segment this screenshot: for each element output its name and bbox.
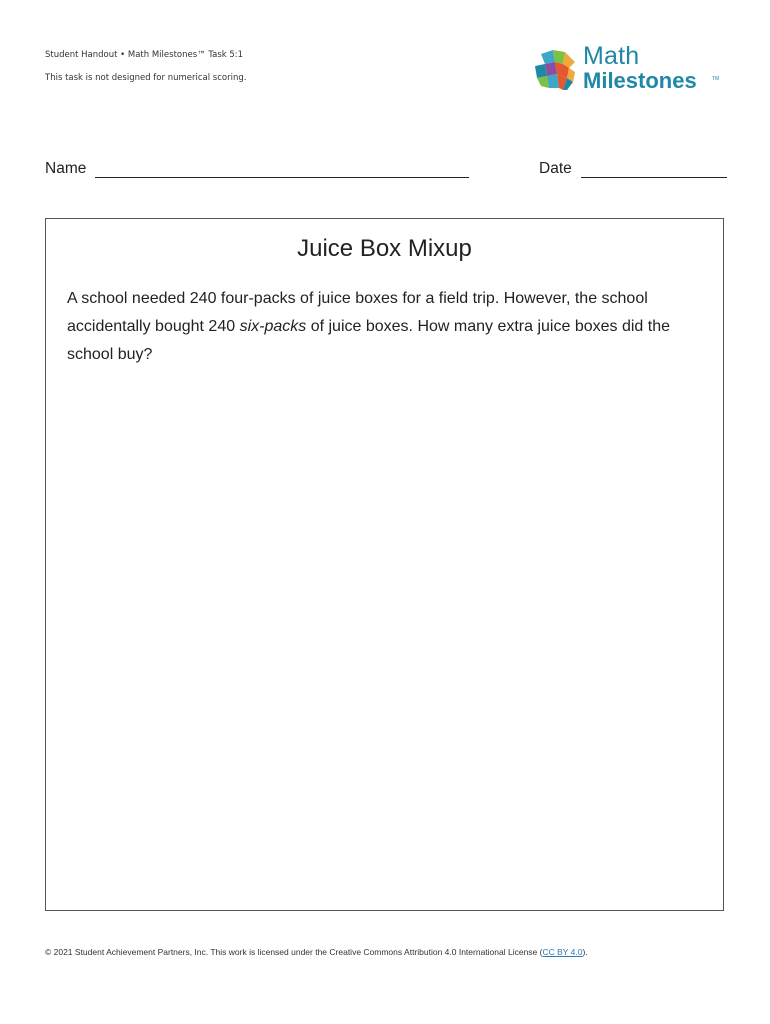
name-label: Name xyxy=(45,160,87,177)
task-prompt-text-1: A school needed 240 four-packs of juice boxes for a field trip. However, the school accidentally bought 240 xyxy=(67,290,648,335)
student-info-row xyxy=(45,160,727,180)
task-answer-box[interactable] xyxy=(45,218,724,911)
math-milestones-logo xyxy=(533,42,733,98)
license-link[interactable]: CC BY 4.0 xyxy=(542,947,583,957)
license-footer xyxy=(45,947,588,957)
task-prompt xyxy=(67,285,707,369)
footer-tail: ). xyxy=(582,947,588,957)
name-field[interactable] xyxy=(95,177,469,178)
milestones-logo-icon xyxy=(533,48,577,94)
date-field[interactable] xyxy=(581,177,727,178)
handout-header: Student Handout • Math Milestones™ Task 5:1 xyxy=(45,50,244,60)
task-title: Juice Box Mixup xyxy=(297,235,472,262)
footer-text: © 2021 Student Achievement Partners, Inc. This work is licensed under the Creative Commons Attribution 4.0 International License ( xyxy=(45,947,543,957)
task-prompt-emphasis: six-packs xyxy=(239,318,307,335)
date-label: Date xyxy=(539,160,572,177)
logo-trademark: TM xyxy=(712,76,720,82)
task-prompt-text-2: of juice boxes. How many extra juice boxes did the school buy? xyxy=(67,318,671,363)
logo-word-math: Math xyxy=(583,42,640,70)
scoring-note: This task is not designed for numerical scoring. xyxy=(45,73,247,83)
logo-word-milestones: Milestones xyxy=(583,68,697,93)
